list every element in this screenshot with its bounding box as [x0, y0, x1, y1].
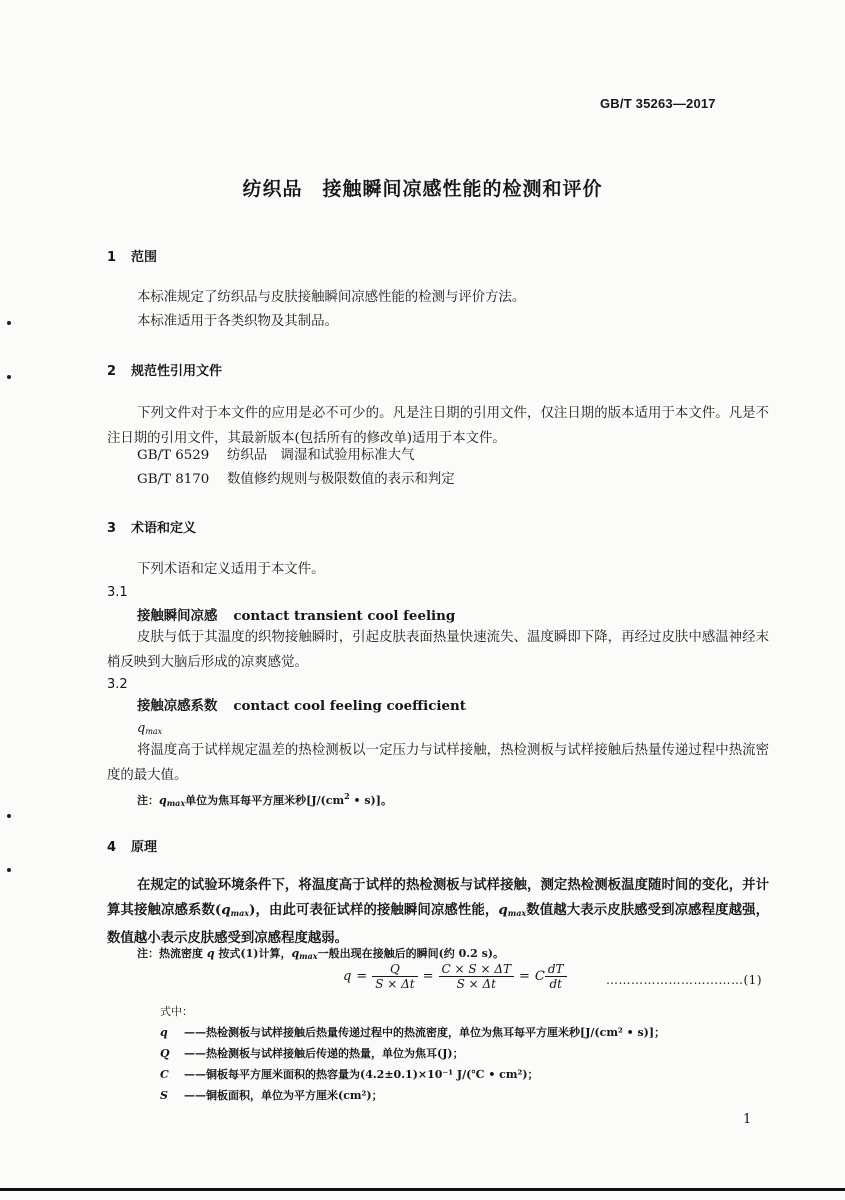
section-4-note	[137, 945, 504, 961]
note-text: 单位为焦耳每平方厘米秒[J/(cm	[185, 794, 345, 807]
section-1-heading	[107, 246, 157, 265]
fraction-denominator: dt	[549, 977, 562, 991]
note-part: 一般出现在接触后的瞬间(约 0.2 s)。	[317, 947, 504, 960]
paragraph-symbol: q	[498, 902, 508, 918]
variable-symbol: S	[160, 1089, 168, 1102]
variable-description: ——热检测板与试样接触后热量传递过程中的热流密度，单位为焦耳每平方厘米秒[J/(cm² • s)]；	[184, 1026, 666, 1039]
term-chinese: 接触凉感系数	[137, 698, 218, 714]
reference-item	[137, 446, 414, 465]
equals-sign: =	[422, 969, 434, 984]
title-part-1: 纺织品	[242, 178, 303, 200]
clause-3-2-note	[137, 791, 392, 808]
clause-3-2-number: 3.2	[107, 677, 128, 692]
variable-row	[160, 1045, 464, 1061]
section-number: 2	[107, 364, 117, 379]
symbol-q: q	[137, 721, 146, 736]
section-title: 术语和定义	[131, 521, 197, 536]
standard-number: GB/T 35263—2017	[600, 96, 716, 111]
section-number: 3	[107, 521, 117, 536]
note-superscript: 2	[344, 791, 350, 801]
note-prefix: 注：	[137, 794, 159, 807]
term-english: contact transient cool feeling	[233, 608, 456, 624]
section-title: 范围	[131, 250, 158, 265]
paragraph-symbol: q	[221, 902, 231, 918]
section-title: 原理	[131, 840, 158, 855]
note-symbol: q	[206, 947, 215, 960]
section-4-heading	[107, 836, 157, 855]
equals-sign: =	[519, 969, 530, 984]
equation-lhs: q	[343, 969, 352, 984]
paragraph-part: )，由此可表征试样的接触瞬间凉感性能，	[249, 902, 499, 918]
reference-name: 数值修约规则与极限数值的表示和判定	[227, 472, 455, 487]
variable-description: ——热检测板与试样接触后传递的热量，单位为焦耳(J)；	[184, 1047, 464, 1060]
section-4-paragraph	[107, 873, 769, 951]
variable-symbol: Q	[160, 1047, 170, 1060]
equation-fraction-3	[545, 962, 567, 991]
clause-3-2-definition: 将温度高于试样规定温差的热检测板以一定压力与试样接触，热检测板与试样接触后热量传递过程中热流密度的最大值。	[107, 743, 769, 783]
paragraph-part: 数值越大表示皮肤感受到凉感程度越强，数值越小表示皮肤感受到凉感程度越弱。	[107, 902, 769, 946]
variable-row	[160, 1087, 383, 1103]
section-1-paragraph-1: 本标准规定了纺织品与皮肤接触瞬间凉感性能的检测与评价方法。	[137, 290, 526, 305]
clause-3-2-symbol	[137, 721, 162, 736]
clause-3-1-number: 3.1	[107, 585, 128, 600]
fraction-numerator: Q	[372, 962, 417, 977]
clause-3-1-definition: 皮肤与低于其温度的织物接触瞬时，引起皮肤表面热量快速流失、温度瞬即下降，再经过皮肤中感温神经末梢反映到大脑后形成的凉爽感觉。	[107, 630, 769, 670]
page-number: 1	[743, 1112, 752, 1127]
section-3-intro: 下列术语和定义适用于本文件。	[137, 562, 325, 577]
margin-mark	[7, 375, 11, 379]
term-chinese: 接触瞬间凉感	[137, 608, 218, 624]
section-3-heading	[107, 517, 196, 536]
section-2-heading	[107, 360, 222, 379]
equation-constant: C	[534, 969, 545, 984]
variable-row	[160, 1066, 539, 1082]
note-part: 按式(1)计算，	[214, 947, 292, 960]
margin-mark	[7, 868, 11, 872]
note-symbol: q	[159, 794, 167, 807]
variable-symbol: q	[160, 1026, 168, 1039]
clause-3-2-term	[137, 697, 466, 716]
section-title: 规范性引用文件	[131, 364, 223, 379]
note-tail: • s)]。	[349, 794, 392, 807]
section-2-intro: 下列文件对于本文件的应用是必不可少的。凡是注日期的引用文件，仅注日期的版本适用于本文件。凡是不注日期的引用文件，其最新版本(包括所有的修改单)适用于本文件。	[107, 406, 769, 446]
term-english: contact cool feeling coefficient	[233, 698, 466, 714]
fraction-denominator: S × Δt	[375, 977, 415, 991]
clause-3-1-term	[137, 607, 455, 626]
paragraph-subscript: max	[230, 908, 250, 918]
title-part-2: 接触瞬间凉感性能的检测和评价	[322, 178, 603, 200]
equation-fraction-2	[439, 962, 514, 991]
fraction-numerator: dT	[545, 962, 567, 977]
paragraph-part: 在规定的试验环境条件下，将温度高于试样的热检测板与试样接触，测定热检测板温度随时间的变化，并计算其接触凉感系数(	[107, 877, 769, 918]
note-part: 注：热流密度	[137, 947, 207, 960]
variable-description: ——铜板面积，单位为平方厘米(cm²)；	[184, 1089, 383, 1102]
equation-label: ……………………………(1)	[606, 973, 762, 987]
reference-code: GB/T 8170	[137, 472, 210, 487]
section-1-paragraph-2: 本标准适用于各类织物及其制品。	[137, 314, 338, 329]
margin-mark	[7, 814, 11, 818]
equation-fraction-1	[372, 962, 417, 991]
reference-item	[137, 470, 455, 489]
note-symbol: q	[291, 947, 300, 960]
section-number: 4	[107, 840, 117, 855]
equals-sign: =	[356, 969, 368, 984]
margin-mark	[7, 321, 11, 325]
fraction-denominator: S × Δt	[456, 977, 496, 991]
reference-name: 纺织品 调湿和试验用标准大气	[227, 448, 415, 463]
equation-1	[343, 962, 567, 991]
variable-description: ——铜板每平方厘米面积的热容量为(4.2±0.1)×10⁻¹ J/(℃ • cm²)；	[184, 1068, 539, 1081]
section-number: 1	[107, 250, 117, 265]
page-title	[0, 174, 845, 201]
note-subscript: max	[299, 951, 318, 961]
paragraph-subscript: max	[507, 908, 527, 918]
symbol-subscript: max	[145, 727, 163, 736]
variable-symbol: C	[160, 1068, 169, 1081]
scan-edge-line	[0, 1188, 845, 1191]
fraction-numerator: C × S × ΔT	[439, 962, 514, 977]
note-subscript: max	[166, 798, 186, 808]
where-label: 式中：	[160, 1005, 193, 1018]
variable-row	[160, 1024, 665, 1040]
reference-code: GB/T 6529	[137, 448, 210, 463]
